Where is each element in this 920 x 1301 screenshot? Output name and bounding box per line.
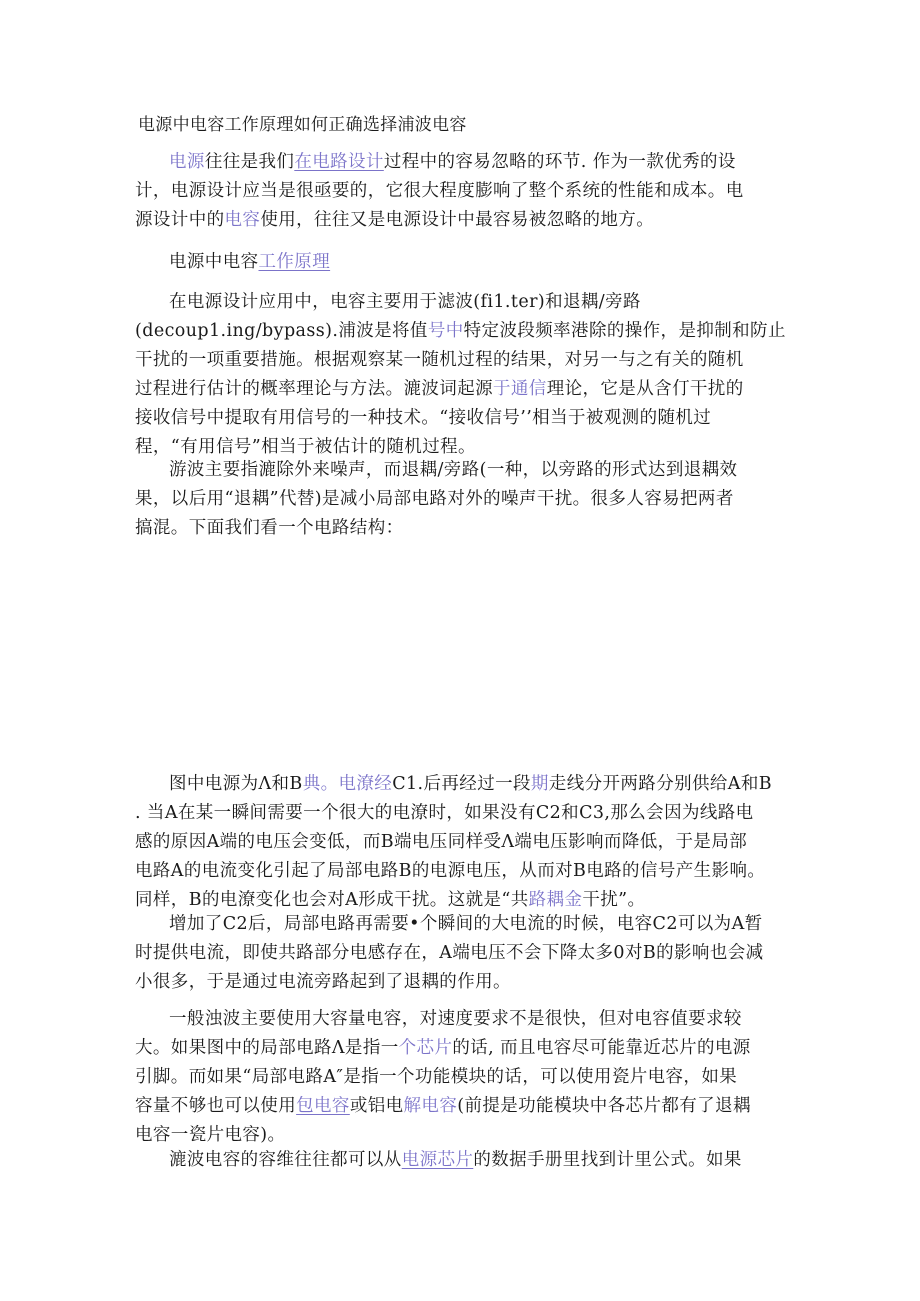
- text-line: 电路A的电流变化引起了局部电路B的电源电压，从而对B电路的信号产生影响。: [135, 861, 766, 881]
- link-working-principle[interactable]: 工作原理: [258, 252, 331, 272]
- text-line: 过程进行估计的概率理论与方法。漉波词起源于通信理论，它是从含仃干扰的: [135, 379, 744, 399]
- text-line: (decoup1.ing/bypass).浦波是将值号中特定波段频率港除的操作，是抑制和防止: [135, 321, 786, 341]
- text-line: 时提供电流，即使共路部分电感存在，A端电压不会下降太多0对B的影响也会减: [135, 943, 764, 963]
- text-line: 小很多，于是通过电流旁路起到了退耦的作用。: [135, 972, 511, 992]
- text-line: 电源往往是我们在电路设计过程中的容易忽略的环节. 作为一款优秀的设: [169, 152, 736, 172]
- link-period[interactable]: 期: [530, 774, 549, 794]
- link-signal[interactable]: 号中: [427, 321, 464, 341]
- text-line: 增加了C2后，局部电路再需要•个瞬间的大电流的时候，电容C2可以为A暂: [169, 914, 763, 934]
- text-line: . 当A在某一瞬间需要一个很大的电潦时，如果没有C2和C3,那么会因为线路电: [135, 803, 754, 823]
- text-line: 电容一瓷片电容)。: [135, 1125, 286, 1145]
- text-line: 果，以后用“退耦”代替)是减小局部电路对外的噪声干扰。很多人容易把两者: [135, 489, 734, 509]
- link-common-path-coupling[interactable]: 路耦金: [528, 890, 583, 910]
- text-line: 接收信号中提取有用信号的一种技术。“接收信号’’相当于被观测的随机过: [135, 408, 712, 428]
- paragraph-c2-effect: [135, 910, 785, 997]
- text-line: 程，“有用信号”相当于被估计的随机过程。: [135, 437, 476, 457]
- text-line: 大。如果图中的局部电路Λ是指一个芯片的话, 而且电容尽可能靠近芯片的电源: [135, 1038, 751, 1058]
- text-line: 干扰的一项重要措施。根据观察某一随机过程的结果，对另一与之有关的随机: [135, 350, 744, 370]
- link-chip[interactable]: 个芯片: [398, 1038, 453, 1058]
- text-line: 容量不够也可以使用包电容或铝电解电容(前提是功能模块中各芯片都有了退耦: [135, 1096, 751, 1116]
- link-power-chip[interactable]: 电源芯片: [401, 1150, 474, 1170]
- text-line: 在电源设计应用中，电容主要用于滤波(fi1.ter)和退耦/旁路: [169, 292, 641, 312]
- document-title: 电源中电容工作原理如何正确选择浦波电容: [138, 115, 467, 135]
- text-line: 搞混。下面我们看一个电路结构：: [135, 518, 404, 538]
- paragraph-capacitance-formula: [135, 1146, 785, 1175]
- paragraph-capacitor-choice: [135, 1005, 785, 1150]
- paragraph-intro: [135, 148, 785, 235]
- link-power-supply[interactable]: 电源: [169, 152, 205, 172]
- paragraph-decoupling: [135, 456, 785, 543]
- link-electrolytic-capacitor[interactable]: 解电容: [403, 1096, 458, 1116]
- circuit-figure-placeholder: [135, 540, 785, 760]
- link-communication[interactable]: 于通信: [493, 379, 547, 399]
- text-line: 引脚。而如果“局部电路A″是指一个功能模块的话，可以使用瓷片电容，如果: [135, 1067, 738, 1087]
- link-tantalum-capacitor[interactable]: 包电容: [296, 1096, 350, 1116]
- text-line: 一般浊波主要使用大容量电容，对速度要求不是很快，但对电容值要求较: [169, 1009, 742, 1029]
- paragraph-circuit-explanation: [135, 770, 785, 915]
- text-line: 图中电源为Λ和B典。电潦经C1.后再经过一段期走线分开两路分别供给A和B: [169, 774, 772, 794]
- text-line: 漉波电容的容维往往都可以从电源芯片的数据手册里找到计里公式。如果: [169, 1150, 742, 1170]
- text-line: 源设计中的电容使用，往往又是电源设计中最容易被忽略的地方。: [135, 210, 655, 230]
- link-capacitor[interactable]: 电容: [224, 210, 261, 230]
- text-line: 计，电源设计应当是很亟要的，它很大程度膨响了整个系统的性能和成本。电: [135, 181, 744, 201]
- link-current[interactable]: 典。电潦经: [302, 774, 393, 794]
- text-line: 感的原因A端的电压会变低，而B端电压同样受Λ端电压影响而降低，于是局部: [135, 832, 748, 852]
- link-circuit-design[interactable]: 在电路设计: [294, 152, 384, 172]
- text-line: 同样，B的电潦变化也会对A形成干扰。这就是“共路耦金干扰”。: [135, 890, 646, 910]
- paragraph-filtering: [135, 288, 785, 462]
- text-line: 游波主要指漉除外来噪声，而退耦/旁路(一种，以旁路的形式达到退耦效: [169, 460, 738, 480]
- section-heading: 电源中电容工作原理: [169, 252, 331, 272]
